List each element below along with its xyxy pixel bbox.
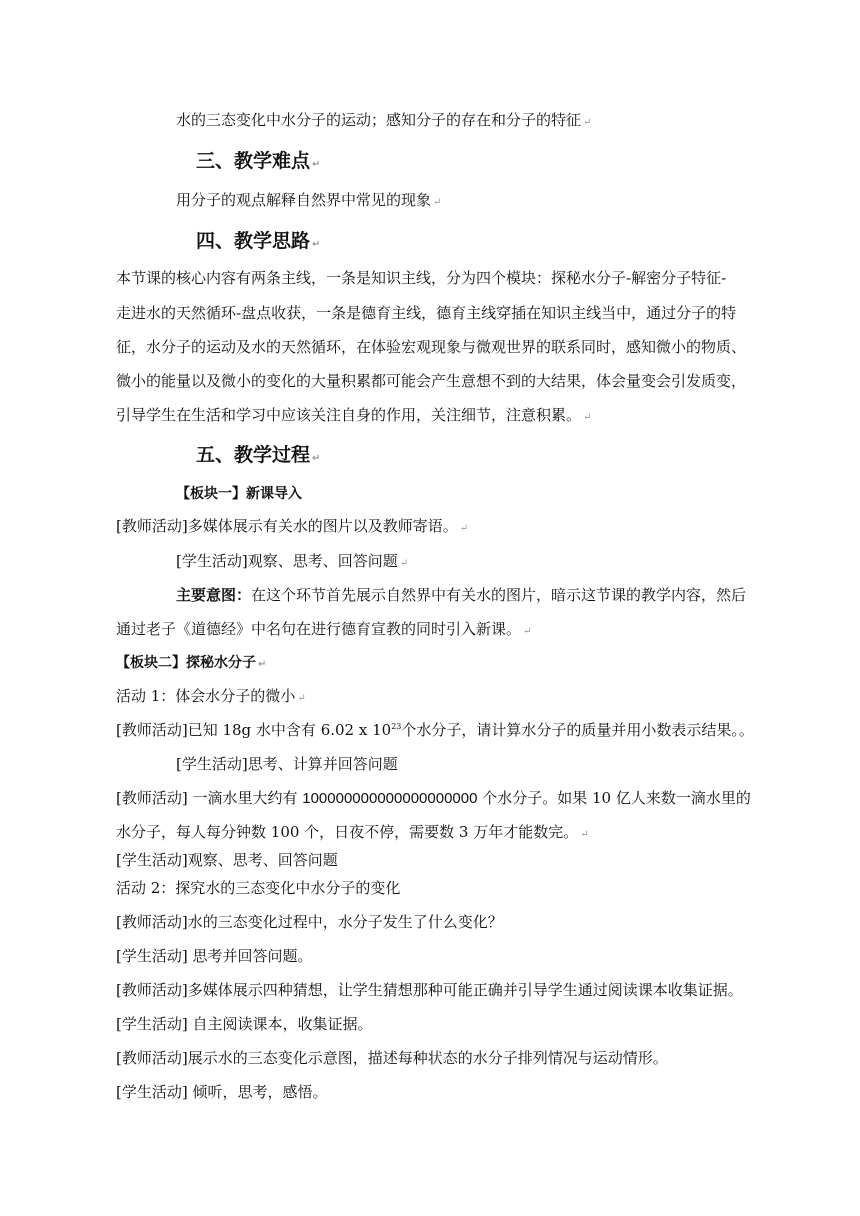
activity-2-title: 活动 2：探究水的三态变化中水分子的变化	[116, 879, 401, 897]
block-1-student-activity: [学生活动]观察、思考、回答问题 ↵	[176, 552, 409, 570]
activity-1-teacher-2-line-1: [教师活动] 一滴水里大约有 100000000000000000000 个水分子。如果 10 亿人来数一滴水里的	[116, 789, 751, 807]
activity-2-student-4: [学生活动] 自主阅读课本，收集证据。	[116, 1015, 373, 1033]
intent-label: 主要意图：	[176, 586, 252, 604]
paragraph-mark-icon: ↵	[580, 829, 589, 840]
paragraph-mark-icon: ↵	[312, 453, 321, 464]
section-4-line-4: 微小的能量以及微小的变化的大量积累都可能会产生意想不到的大结果，体会量变会引发质变，	[116, 372, 747, 390]
paragraph-mark-icon: ↵	[583, 412, 592, 423]
block-1-intent-line-1: 主要意图：在这个环节首先展示自然界中有关水的图片，暗示这节课的教学内容，然后	[176, 586, 747, 604]
paragraph-mark-icon: ↵	[399, 558, 409, 569]
section-5-title: 五、教学过程 ↵	[196, 444, 321, 466]
paragraph-mark-icon: ↵	[297, 693, 306, 704]
paragraph-mark-icon: ↵	[433, 197, 442, 208]
section-3-body: 用分子的观点解释自然界中常见的现象 ↵	[176, 191, 442, 209]
activity-2-teacher-3: [教师活动]水的三态变化过程中，水分子发生了什么变化？	[116, 913, 503, 931]
paragraph-mark-icon: ↵	[312, 159, 321, 170]
paragraph-mark-icon: ↵	[583, 117, 592, 128]
activity-2-teacher-4: [教师活动]多媒体展示四种猜想，让学生猜想那种可能正确并引导学生通过阅读课本收集证据。	[116, 981, 743, 999]
section-4-line-1: 本节课的核心内容有两条主线，一条是知识主线，分为四个模块：探秘水分子-解密分子特征-	[116, 269, 727, 287]
activity-1-teacher-1: [教师活动]已知 18g 水中含有 6.02 x $10^{23}$个水分子，请计算水分子的质量并用小数表示结果。。	[116, 721, 754, 739]
activity-2-teacher-5: [教师活动]展示水的三态变化示意图，描述每种状态的水分子排列情况与运动情形。	[116, 1049, 668, 1067]
section-4-line-3: 征，水分子的运动及水的天然循环，在体验宏观现象与微观世界的联系同时，感知微小的物质、	[116, 338, 747, 356]
activity-1-teacher-2-line-2: 水分子，每人每分钟数 100 个，日夜不停，需要数 3 万年才能数完。 ↵	[116, 823, 589, 841]
section-3-title: 三、教学难点 ↵	[196, 150, 321, 172]
activity-2-student-3: [学生活动] 思考并回答问题。	[116, 947, 313, 965]
section-4-line-2: 走进水的天然循环-盘点收获，一条是德育主线，德育主线穿插在知识主线当中，通过分子的特	[116, 304, 737, 322]
block-1-intent-line-2: 通过老子《道德经》中名句在进行德育宣教的同时引入新课。 ↵	[116, 620, 532, 638]
block-2-heading: 【板块二】探秘水分子 ↵	[116, 655, 267, 671]
block-1-heading: 【板块一】新课导入	[176, 486, 302, 502]
paragraph-mark-icon: ↵	[523, 626, 532, 637]
activity-2-student-5: [学生活动] 倾听，思考，感悟。	[116, 1083, 328, 1101]
section-4-title: 四、教学思路 ↵	[196, 230, 321, 252]
section-4-line-5: 引导学生在生活和学习中应该关注自身的作用，关注细节，注意积累。 ↵	[116, 406, 592, 424]
paragraph-mark-icon: ↵	[312, 239, 321, 250]
key-point-continuation: 水的三态变化中水分子的运动；感知分子的存在和分子的特征 ↵	[176, 111, 592, 129]
activity-1-student-1: [学生活动]思考、计算并回答问题	[176, 755, 398, 773]
paragraph-mark-icon: ↵	[258, 659, 267, 670]
paragraph-mark-icon: ↵	[459, 523, 469, 534]
activity-1-student-2: [学生活动]观察、思考、回答问题	[116, 851, 338, 869]
activity-1-title: 活动 1：体会水分子的微小 ↵	[116, 687, 306, 705]
block-1-teacher-activity: [教师活动]多媒体展示有关水的图片以及教师寄语。 ↵	[116, 517, 469, 535]
